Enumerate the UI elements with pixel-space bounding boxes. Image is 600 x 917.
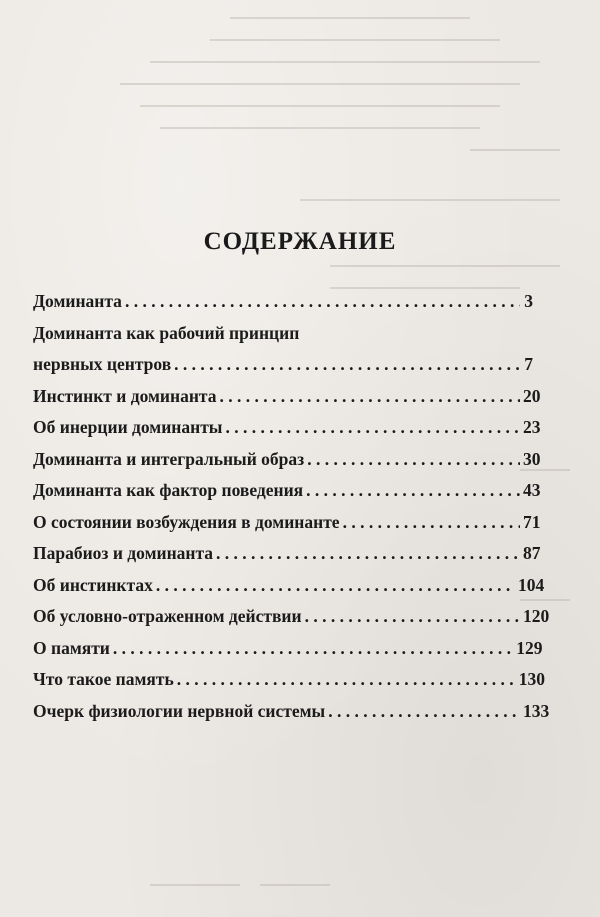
toc-entry-page: 130 [518,669,546,689]
toc-entry [33,475,541,507]
toc-entry-label: О состоянии возбуждения в доминанте [33,511,340,532]
dot-leader [177,664,516,696]
toc-entry [33,696,550,728]
dot-leader [220,381,521,413]
toc-entry-label-continued: нервных центров [33,354,172,374]
toc-entry-page: 71 [523,511,541,532]
toc-entry-page: 43 [523,480,541,500]
toc-entry-label: Об инстинктах [33,574,153,595]
dot-leader [343,507,520,539]
toc-entry-label: Доминанта как фактор поведения [33,480,304,500]
toc-entry-label: Доминанта как рабочий принцип [33,322,300,343]
dot-leader [113,633,513,665]
toc-entry [33,538,541,570]
toc-entry [33,286,533,318]
page-title: СОДЕРЖАНИЕ [203,228,397,255]
toc-entry-page: 23 [523,417,541,437]
dot-leader [307,444,520,476]
toc-entry-label: Доминанта [33,291,122,311]
dot-leader [225,412,520,444]
toc-entry-page: 104 [517,574,545,595]
toc-entry-page: 87 [523,543,541,563]
toc-entry [33,601,550,633]
toc-entry-label: Об условно-отраженном действии [33,606,302,626]
toc-entry-page: 30 [523,448,541,469]
toc-entry-page: 20 [523,385,541,406]
dot-leader [305,601,520,633]
dot-leader [174,349,520,381]
table-of-contents [33,286,550,727]
toc-entry-label: Очерк физиологии нервной системы [33,700,326,721]
toc-entry-label: Что такое память [33,669,174,689]
dot-leader [216,538,520,570]
toc-entry-page: 129 [516,637,543,658]
toc-entry-label: Инстинкт и доминанта [33,385,217,406]
toc-entry [33,381,541,413]
toc-entry [33,444,541,476]
toc-entry-label: Парабиоз и доминанта [33,543,214,563]
toc-entry-page: 3 [524,291,533,311]
toc-entry-page: 7 [524,354,533,374]
dot-leader [156,570,515,602]
toc-entry-label: Об инерции доминанты [33,417,223,437]
toc-entry [33,633,543,665]
dot-leader [328,696,520,728]
dot-leader [306,475,520,507]
toc-entry [33,570,545,602]
toc-entry [33,664,546,696]
toc-entry-label: О памяти [33,637,110,658]
toc-entry-page: 133 [523,700,550,721]
toc-entry [33,412,541,444]
toc-entry-label: Доминанта и интегральный образ [33,448,305,469]
toc-entry [33,318,533,381]
toc-entry [33,507,541,539]
dot-leader [125,286,520,318]
toc-entry-page: 120 [523,606,550,626]
